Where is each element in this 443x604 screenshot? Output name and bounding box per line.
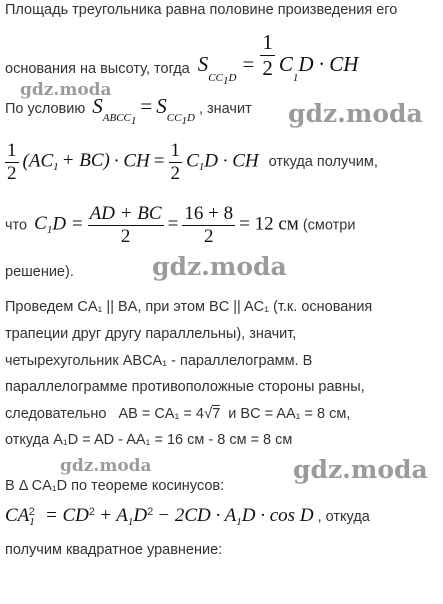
text-line-1: Площадь треугольника равна половине произведения его	[5, 2, 398, 18]
watermark: gdz.moda	[20, 80, 112, 100]
text-line-3b: , значит	[198, 101, 252, 117]
text-line-8: трапеции друг другу параллельны), значит,	[5, 326, 297, 342]
formula-line-3: По условию $S_{ABCC_1} = S_{CC_1D}$ , значит	[5, 94, 252, 128]
text-line-10: параллелограмме противоположные стороны равны,	[5, 379, 365, 395]
text-line-9: четырехугольник ABCA₁ - параллелограмм. В	[5, 353, 313, 369]
text-line-4: откуда получим,	[268, 154, 378, 171]
text-line-2: основания на высоту, тогда	[5, 61, 190, 78]
text-line-11: следовательно AB = CA₁ = 4√7 и BC = AA₁ = 8 см,	[5, 405, 351, 422]
formula-line-4: $\frac{1}{2}$ $(AC_1 + BC)$ · CH = $\frac{1}{2}$ $C_1D$ · CH откуда получим,	[7, 140, 378, 184]
text-line-15: получим квадратное уравнение:	[5, 542, 223, 558]
text-line-3a: По условию	[5, 101, 86, 117]
text-line-6: решение).	[5, 264, 74, 280]
text-line-7: Проведем CA₁ || BA, при этом BC || AC₁ (т.к. основания	[5, 299, 373, 315]
watermark: gdz.moda	[60, 456, 152, 476]
watermark: gdz.moda	[152, 252, 287, 281]
formula-line-5: что $C_1D$ = $\frac{AD + BC}{2}$ = $\frac{16 + 8}{2}$ = 12 см (смотри	[5, 203, 356, 247]
text-line-12: откуда A₁D = AD - AA₁ = 16 см - 8 см = 8 см	[5, 432, 293, 448]
text-line-13: В Δ CA₁D по теореме косинусов:	[5, 478, 225, 494]
formula-line-14: $CA_1^2 = CD^2 + A_1D^2 - 2CD \cdot A_1D \cdot \cos D$ , откуда	[5, 505, 370, 528]
fraction-half: $\frac{1}{2}$	[262, 30, 273, 80]
watermark: gdz.moda	[288, 99, 423, 128]
formula-line-2: основания на высоту, тогда $S_{CC_1D}$ = $\frac{1}{2}$ $C_1D$ · CH	[5, 30, 359, 88]
watermark: gdz.moda	[293, 455, 428, 484]
text-line-5: (смотри	[302, 217, 356, 234]
text-line-14: , откуда	[317, 509, 370, 525]
